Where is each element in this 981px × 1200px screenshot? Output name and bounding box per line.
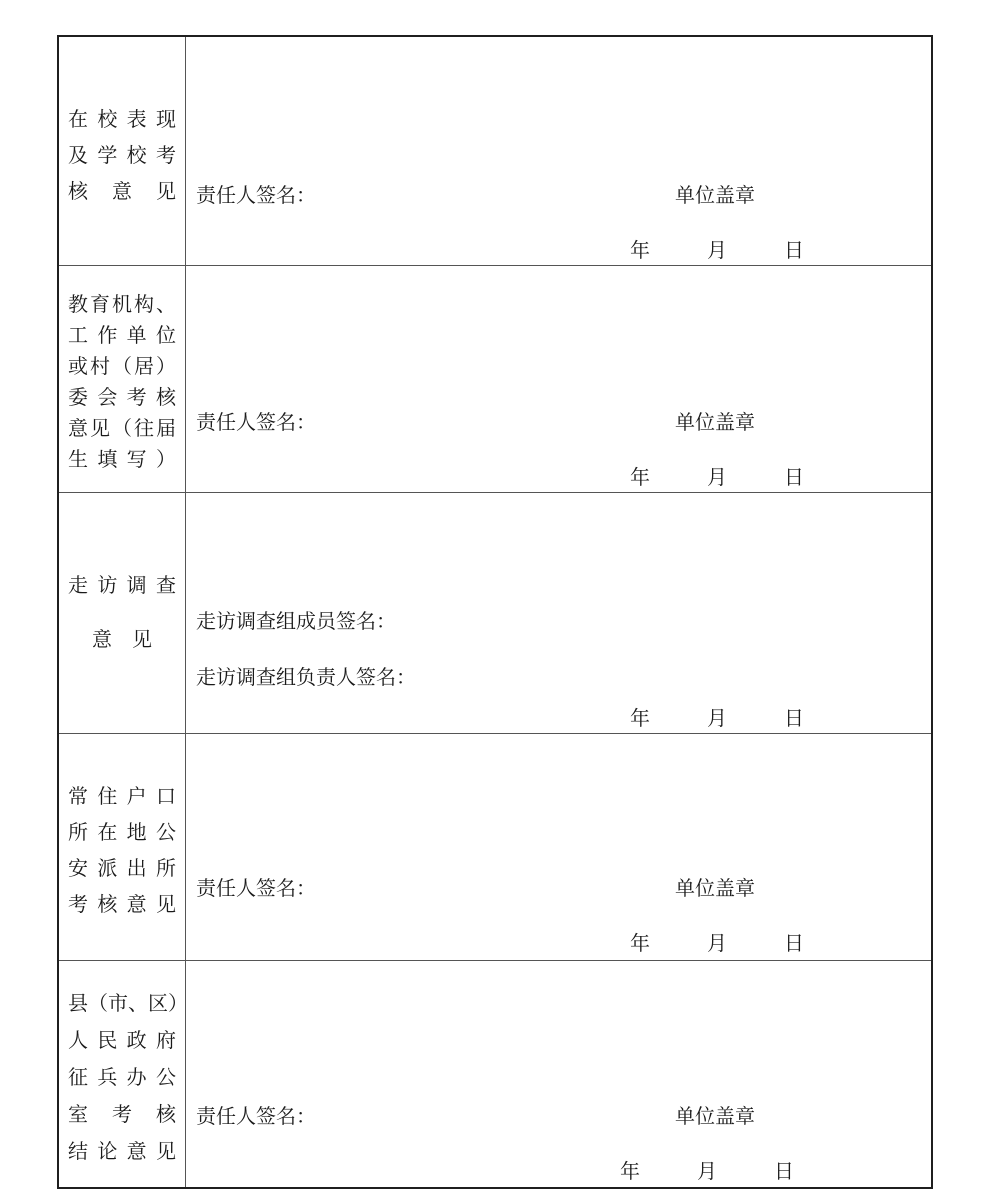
date-year: 年 [630, 238, 650, 262]
row-label-line: 生 填 写 ） [68, 447, 176, 471]
seal-label: 单位盖章 [675, 410, 755, 434]
seal-label: 单位盖章 [675, 1104, 755, 1128]
row-label-line: 走 访 调 查 [68, 573, 176, 597]
date-month: 月 [707, 931, 727, 955]
row-label-cell [59, 493, 186, 733]
row-label-line: 室 考 核 [68, 1102, 176, 1126]
row-label-line: 核 意 见 [68, 179, 176, 203]
police-station-review-row [59, 734, 931, 961]
school-review-row [59, 37, 931, 266]
row-label-line: 工 作 单 位 [68, 323, 176, 347]
review-form-table [57, 35, 933, 1189]
row-label-cell [59, 734, 186, 960]
row-content-cell[interactable] [186, 493, 931, 733]
date-year: 年 [620, 1159, 640, 1183]
date-year: 年 [630, 465, 650, 489]
date-day: 日 [774, 1159, 794, 1183]
seal-label: 单位盖章 [675, 876, 755, 900]
row-label-cell [59, 961, 186, 1187]
row-label-line: 或 村 （ 居 ） [68, 354, 176, 378]
row-content-cell[interactable] [186, 961, 931, 1187]
signature-label: 责任人签名： [196, 410, 316, 434]
date-month: 月 [707, 238, 727, 262]
date-month: 月 [697, 1159, 717, 1183]
seal-label: 单位盖章 [675, 183, 755, 207]
row-label-line: 及 学 校 考 [68, 143, 176, 167]
row-label-line: 所 在 地 公 [68, 820, 176, 844]
row-label-line: 委 会 考 核 [68, 385, 176, 409]
date-year: 年 [630, 931, 650, 955]
row-label-cell [59, 266, 186, 492]
row-label-line: 在 校 表 现 [68, 107, 176, 131]
row-label-line: 人 民 政 府 [68, 1028, 176, 1052]
row-content-cell[interactable] [186, 734, 931, 960]
row-label-line: 征 兵 办 公 [68, 1065, 176, 1089]
visit-survey-row [59, 493, 931, 734]
row-label-line: 教 育 机 构 、 [68, 292, 176, 316]
member-signature-label: 走访调查组成员签名： [196, 609, 396, 633]
signature-label: 责任人签名： [196, 876, 316, 900]
date-day: 日 [784, 706, 804, 730]
signature-label: 责任人签名： [196, 1104, 316, 1128]
row-label-line: 结 论 意 见 [68, 1139, 176, 1163]
date-day: 日 [784, 465, 804, 489]
date-day: 日 [784, 238, 804, 262]
signature-label: 责任人签名： [196, 183, 316, 207]
date-day: 日 [784, 931, 804, 955]
row-content-cell[interactable] [186, 37, 931, 265]
row-content-cell[interactable] [186, 266, 931, 492]
row-label-line: 意 见 （ 往 届 [68, 416, 176, 440]
row-label-line: 意 见 [92, 627, 152, 651]
row-label-line: 常 住 户 口 [68, 784, 176, 808]
row-label-line: 考 核 意 见 [68, 892, 176, 916]
date-month: 月 [707, 706, 727, 730]
row-label-line: 安 派 出 所 [68, 856, 176, 880]
conscription-office-row [59, 961, 931, 1187]
leader-signature-label: 走访调查组负责人签名： [196, 665, 416, 689]
work-unit-review-row [59, 266, 931, 493]
date-month: 月 [707, 465, 727, 489]
date-year: 年 [630, 706, 650, 730]
row-label-line: 县（市、区） [68, 991, 188, 1015]
row-label-cell [59, 37, 186, 265]
